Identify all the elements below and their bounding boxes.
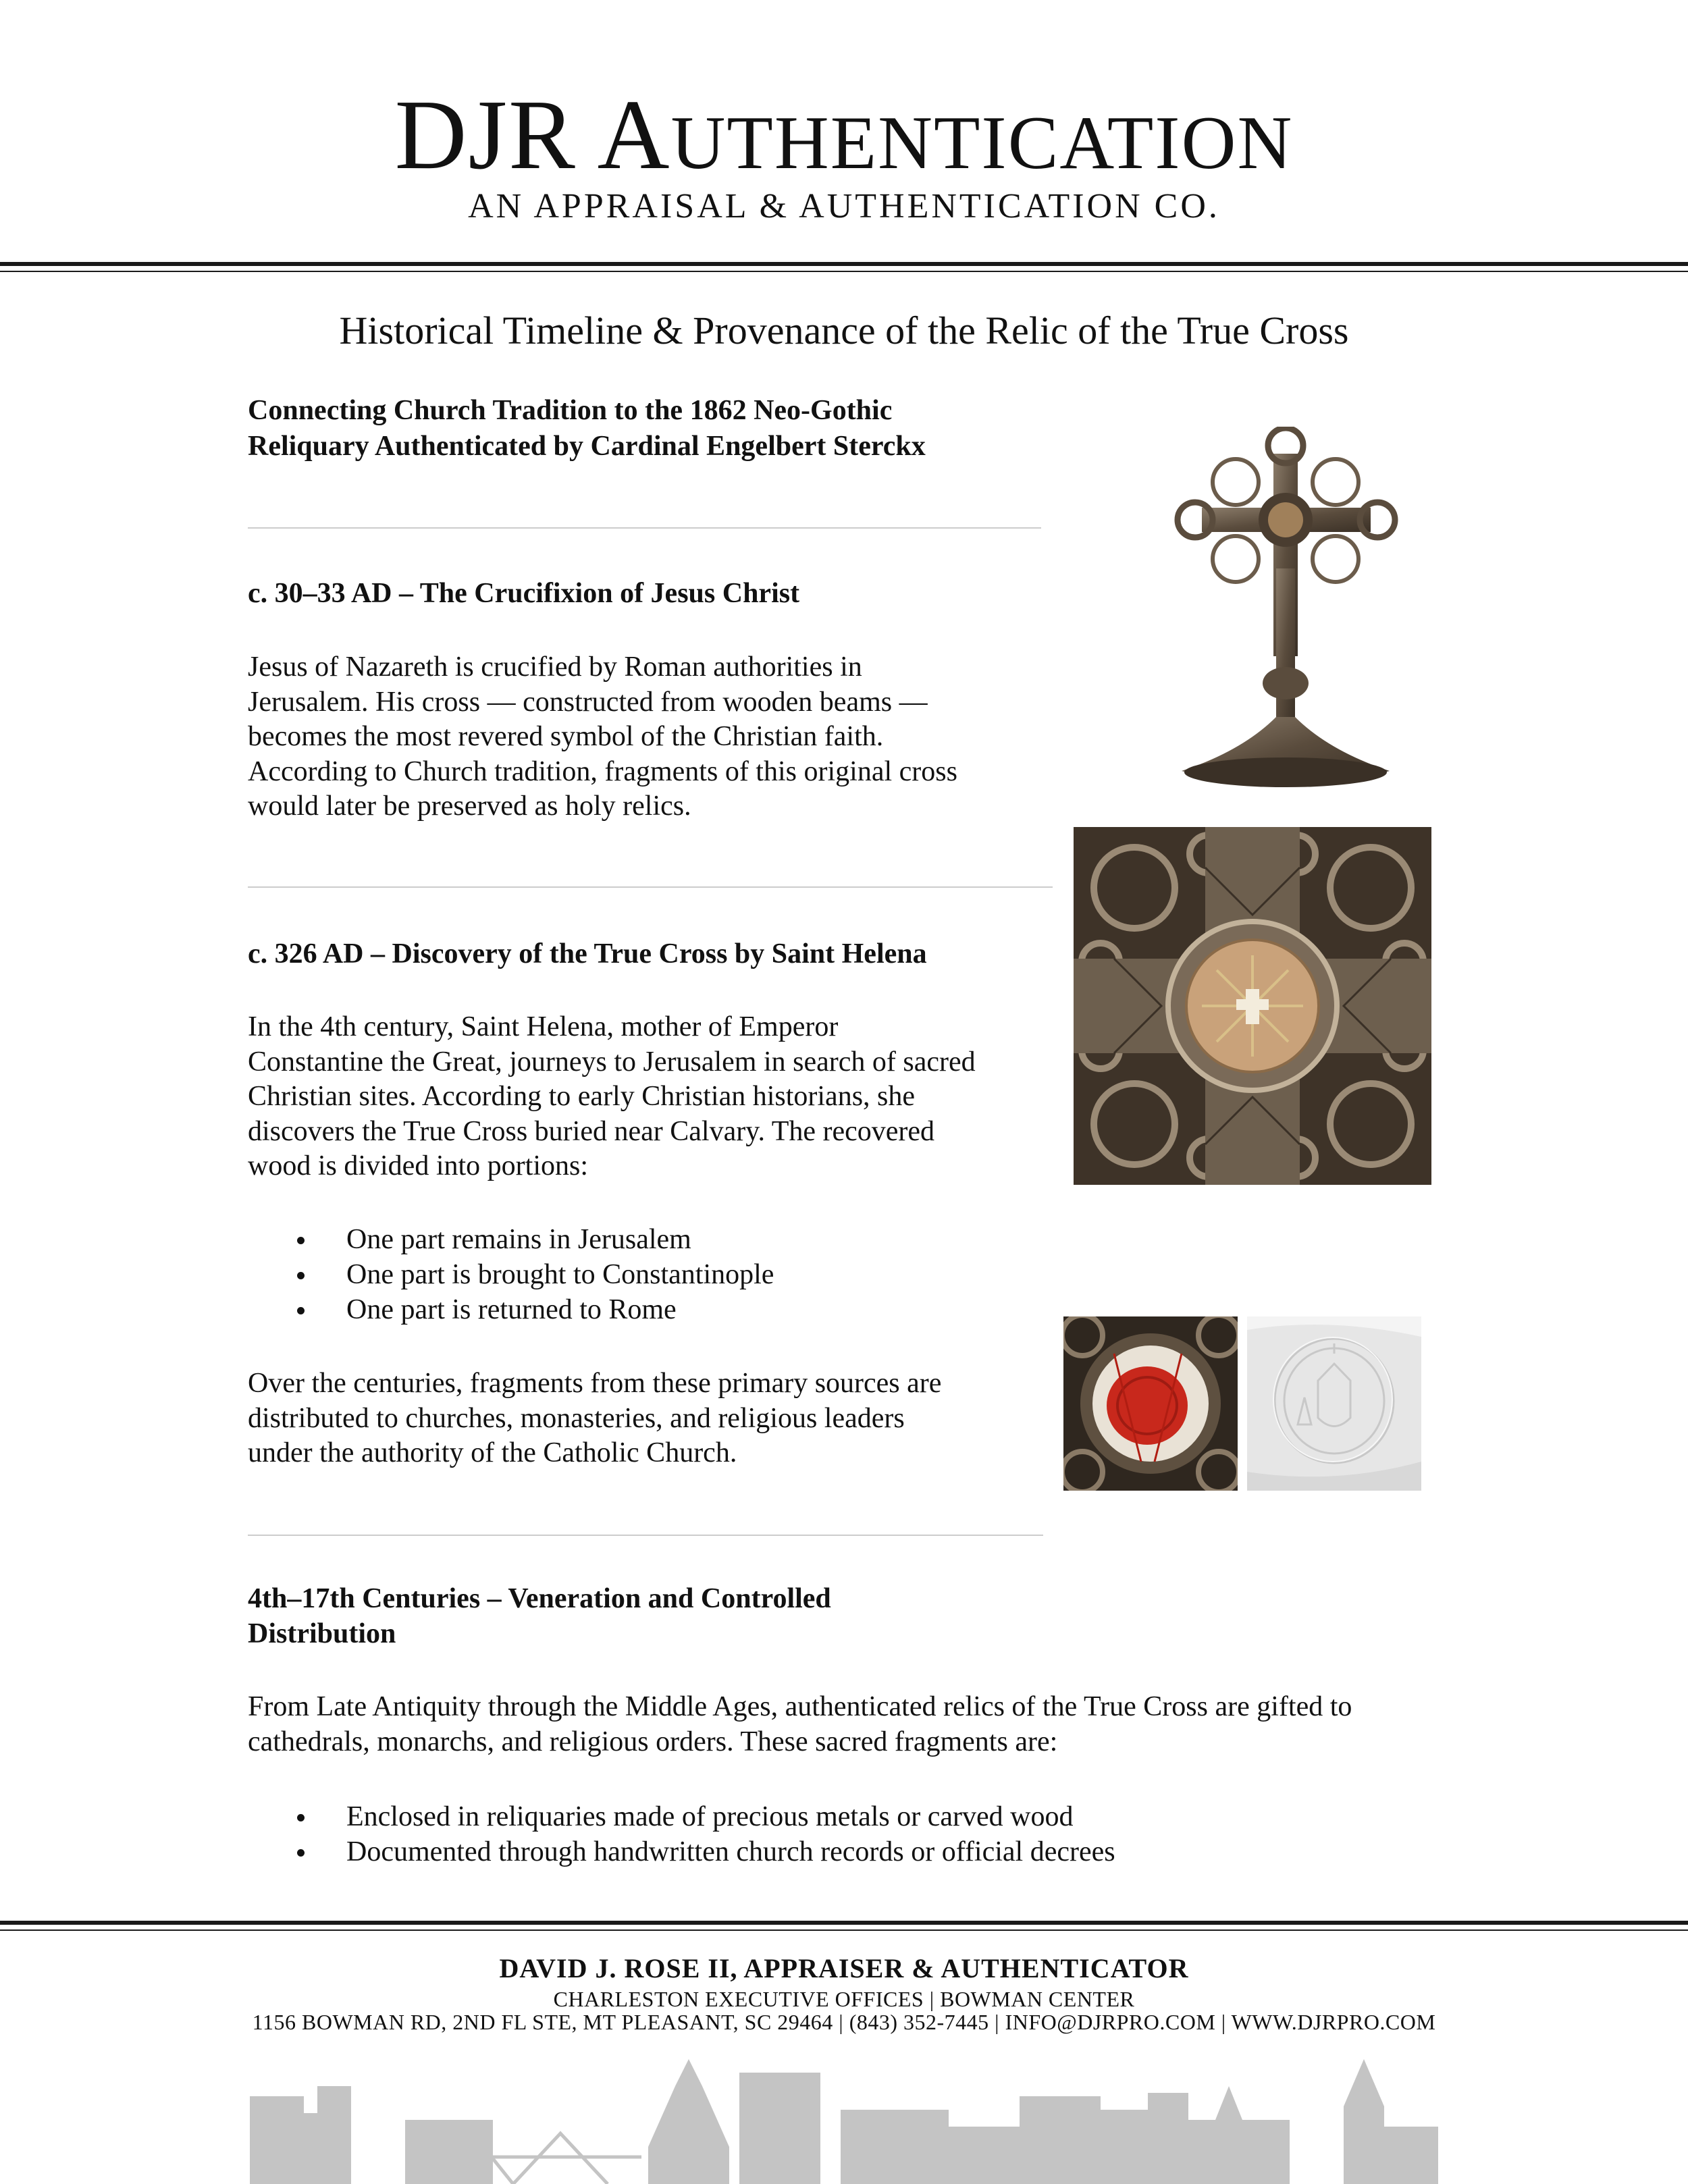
footer-contact-line: 1156 BOWMAN RD, 2ND FL STE, MT PLEASANT, SC 29464 | (843) 352-7445 | INFO@DJRPRO.COM | WWW.DJRPRO.COM [252, 2010, 1436, 2034]
reliquary-cross-photo [1141, 427, 1452, 795]
list-item: One part remains in Jerusalem [248, 1222, 1092, 1257]
paragraph-line: Christian sites. According to early Christian historians, she [248, 1081, 916, 1112]
paragraph-line: cathedrals, monarchs, and religious orders. These sacred fragments are: [248, 1726, 1058, 1757]
section-paragraph-distribution [248, 1366, 1092, 1471]
paragraph-line: From Late Antiquity through the Middle Ages, authenticated relics of the True Cross are gifted to [248, 1691, 1352, 1722]
paragraph-line: Over the centuries, fragments from these primary sources are [248, 1368, 942, 1399]
footer-rule-thick [0, 1921, 1688, 1925]
footer-appraiser-name: DAVID J. ROSE II, APPRAISER & AUTHENTICATOR [499, 1953, 1189, 1983]
embossed-seal-photo [1247, 1316, 1421, 1491]
reliquary-center-photo [1074, 827, 1431, 1185]
brand-word-rest: UTHENTICATION [670, 101, 1294, 185]
header-rule-thin [0, 271, 1688, 272]
section-heading-crucifixion: c. 30–33 AD – The Crucifixion of Jesus Christ [248, 578, 800, 609]
paragraph-line: distributed to churches, monasteries, and religious leaders [248, 1402, 905, 1434]
header-rule-thick [0, 262, 1688, 266]
subtitle-line: Connecting Church Tradition to the 1862 Neo-Gothic [248, 395, 893, 426]
bullet-list-fragments [248, 1799, 1463, 1869]
page-title: Historical Timeline & Provenance of the Relic of the True Cross [339, 309, 1349, 352]
paragraph-line: discovers the True Cross buried near Calvary. The recovered [248, 1115, 935, 1147]
section-paragraph-crucifixion [248, 650, 1092, 824]
section-heading-veneration [248, 1581, 1092, 1651]
bullet-list-portions [248, 1222, 1092, 1327]
list-item: One part is returned to Rome [248, 1292, 1092, 1327]
section-divider [248, 1535, 1043, 1536]
section-paragraph-veneration [248, 1690, 1463, 1759]
list-item: Documented through handwritten church records or official decrees [248, 1834, 1463, 1869]
paragraph-line: Jesus of Nazareth is crucified by Roman authorities in [248, 651, 862, 683]
section-divider [248, 527, 1041, 529]
list-item: One part is brought to Constantinople [248, 1257, 1092, 1292]
document-subtitle [248, 393, 1058, 464]
paragraph-line: would later be preserved as holy relics. [248, 791, 691, 822]
footer-rule-thin [0, 1929, 1688, 1931]
section-paragraph-discovery [248, 1010, 1092, 1184]
paragraph-line: According to Church tradition, fragments of this original cross [248, 755, 957, 787]
paragraph-line: Constantine the Great, journeys to Jerusalem in search of sacred [248, 1046, 976, 1077]
brand-tagline: AN APPRAISAL & AUTHENTICATION CO. [468, 187, 1220, 225]
brand-word-initial: A [597, 80, 671, 190]
footer-office: CHARLESTON EXECUTIVE OFFICES | BOWMAN CENTER [553, 1987, 1135, 2011]
wax-seal-photo [1063, 1316, 1238, 1491]
paragraph-line: under the authority of the Catholic Church. [248, 1437, 737, 1468]
section-divider [248, 886, 1053, 888]
brand-logo-text [0, 81, 1688, 197]
subtitle-line: Reliquary Authenticated by Cardinal Engelbert Sterckx [248, 431, 926, 462]
paragraph-line: In the 4th century, Saint Helena, mother of Emperor [248, 1011, 839, 1042]
section-heading-discovery: c. 326 AD – Discovery of the True Cross by Saint Helena [248, 938, 927, 969]
heading-line: Distribution [248, 1618, 396, 1649]
heading-line: 4th–17th Centuries – Veneration and Controlled [248, 1583, 831, 1614]
city-skyline-graphic [0, 2046, 1688, 2184]
paragraph-line: Jerusalem. His cross — constructed from wooden beams — [248, 686, 928, 718]
list-item: Enclosed in reliquaries made of precious metals or carved wood [248, 1799, 1463, 1834]
paragraph-line: wood is divided into portions: [248, 1150, 588, 1181]
paragraph-line: becomes the most revered symbol of the Christian faith. [248, 721, 884, 752]
brand-initials: DJR [394, 80, 598, 190]
